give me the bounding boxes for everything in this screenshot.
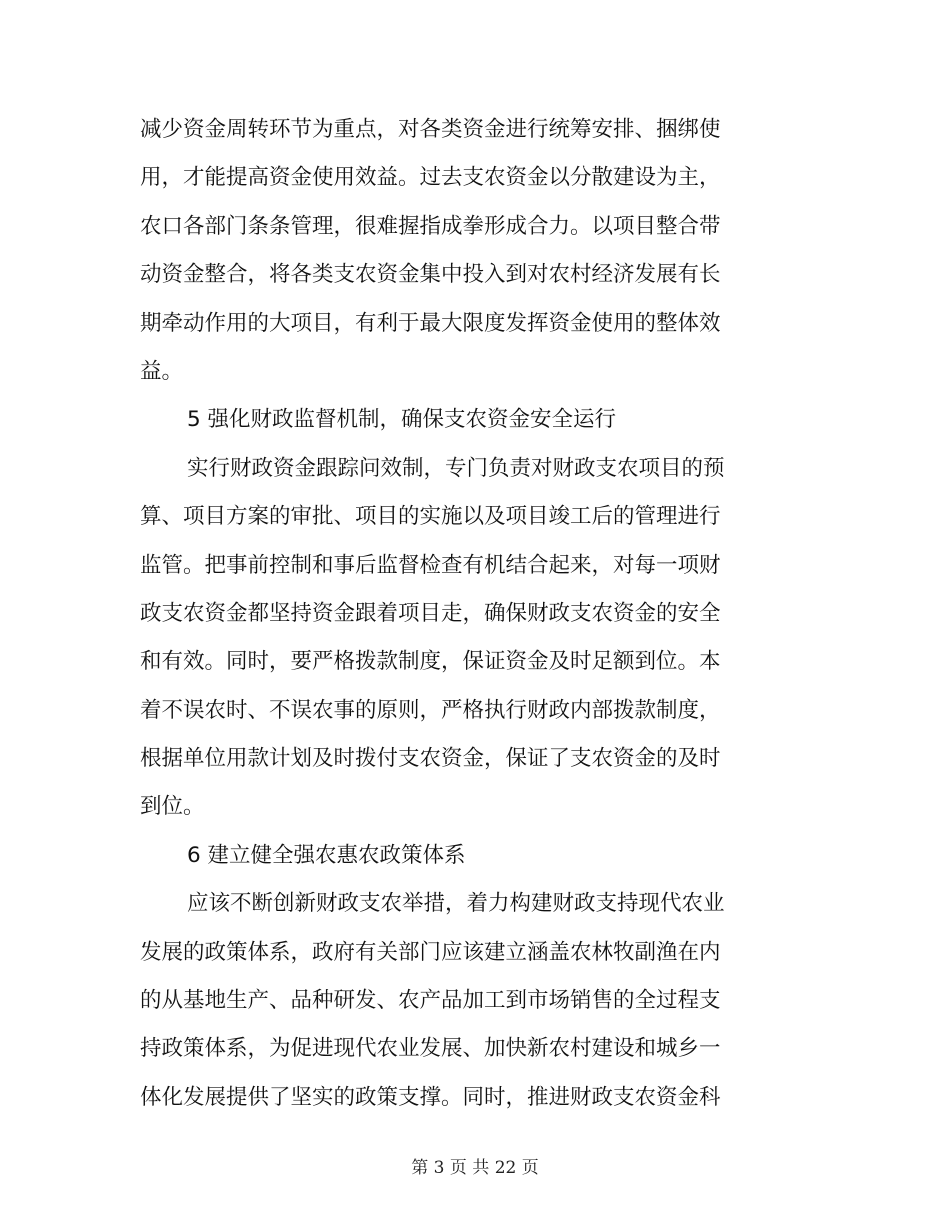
text-line: 着不误农时、不误农事的原则，严格执行财政内部拨款制度，	[140, 697, 721, 723]
text-line: 用，才能提高资金使用效益。过去支农资金以分散建设为主，	[140, 165, 721, 191]
text-line: 和有效。同时，要严格拨款制度，保证资金及时足额到位。本	[140, 649, 721, 675]
text-line: 农口各部门条条管理，很难握指成拳形成合力。以项目整合带	[140, 213, 721, 239]
text-line: 6 建立健全强农惠农政策体系	[187, 842, 466, 868]
text-line: 政支农资金都坚持资金跟着项目走，确保财政支农资金的安全	[140, 600, 721, 626]
text-line: 持政策体系，为促进现代农业发展、加快新农村建设和城乡一	[140, 1036, 721, 1062]
document-body	[140, 106, 740, 1122]
text-line: 到位。	[140, 794, 205, 820]
text-line: 监管。把事前控制和事后监督检查有机结合起来，对每一项财	[140, 552, 721, 578]
text-line: 的从基地生产、品种研发、农产品加工到市场销售的全过程支	[140, 988, 721, 1014]
page-number-footer: 第 3 页 共 22 页	[411, 1158, 539, 1178]
text-line: 5 强化财政监督机制，确保支农资金安全运行	[187, 407, 617, 433]
text-line: 动资金整合，将各类支农资金集中投入到对农村经济发展有长	[140, 262, 721, 288]
text-line: 期牵动作用的大项目，有利于最大限度发挥资金使用的整体效	[140, 310, 721, 336]
text-line: 根据单位用款计划及时拨付支农资金，保证了支农资金的及时	[140, 746, 721, 772]
text-line: 应该不断创新财政支农举措，着力构建财政支持现代农业	[187, 891, 725, 917]
text-line: 减少资金周转环节为重点，对各类资金进行统筹安排、捆绑使	[140, 117, 721, 142]
text-line: 发展的政策体系，政府有关部门应该建立涵盖农林牧副渔在内	[140, 939, 721, 965]
text-line: 益。	[140, 358, 184, 384]
text-line: 算、项目方案的审批、项目的实施以及项目竣工后的管理进行	[140, 504, 721, 530]
text-line: 实行财政资金跟踪问效制，专门负责对财政支农项目的预	[187, 455, 725, 481]
text-line: 体化发展提供了坚实的政策支撑。同时，推进财政支农资金科	[140, 1084, 721, 1110]
